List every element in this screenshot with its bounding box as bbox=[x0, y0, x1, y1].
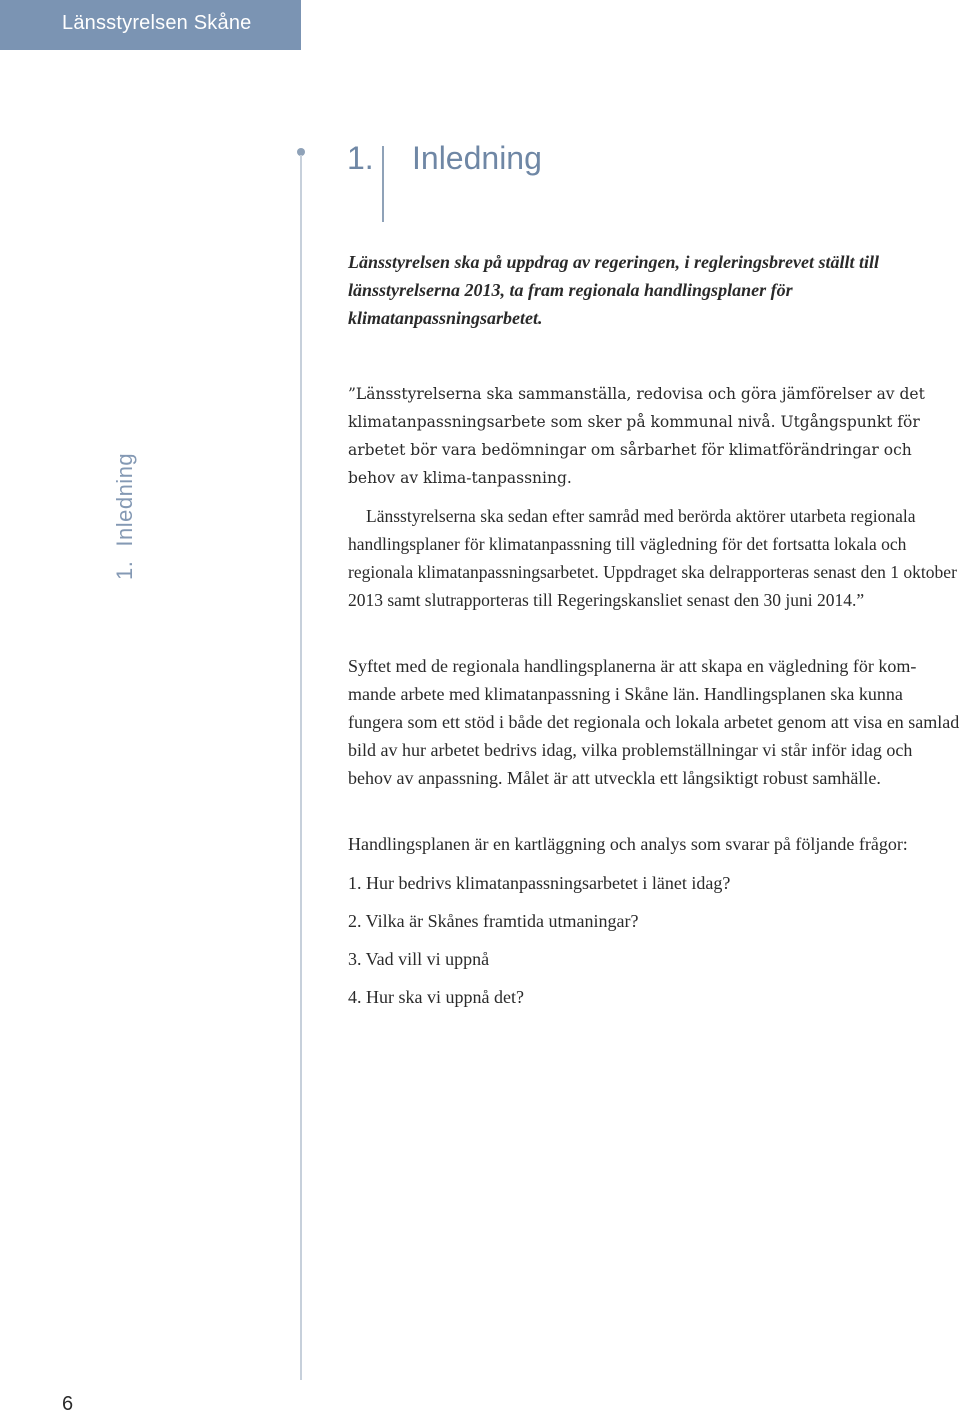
questions-intro: Handlingsplanen är en kartläggning och analys som svarar på följande frågor: bbox=[348, 834, 908, 854]
side-chapter-label bbox=[112, 453, 138, 580]
purpose-paragraph: Syftet med de regionala handlingsplanerna är att skapa en vägledning för kom-mande arbete med klimatanpassning i Skåne län. Handlingsplanen ska kunna fungera som ett stöd i både det regionala och lokala arbetet genom att visa en samlad bild av hur arbetet bedrivs idag, vilka problemställningar vi står inför idag och behov av anpassning. Målet är att utveckla ett långsiktigt robust samhälle. bbox=[348, 656, 960, 788]
chapter-number: 1. bbox=[347, 140, 374, 176]
timeline-line bbox=[300, 155, 302, 1380]
chapter-title: Inledning bbox=[412, 140, 542, 176]
page-number: 6 bbox=[62, 1393, 74, 1415]
list-item: 1. Hur bedrivs klimatanpassningsarbetet i länet idag? bbox=[348, 873, 731, 893]
list-item: 3. Vad vill vi uppnå bbox=[348, 949, 490, 969]
chapter-divider bbox=[382, 146, 384, 222]
header-tab bbox=[0, 0, 301, 50]
organization-name: Länsstyrelsen Skåne bbox=[62, 12, 252, 34]
list-item: 4. Hur ska vi uppnå det? bbox=[348, 987, 524, 1007]
quote-paragraph-2: Länsstyrelserna ska sedan efter samråd med berörda aktörer utarbeta regionala handlingsplaner för klimatanpassning till vägledning för det fortsatta lokala och regionala klimatanpassningsarbetet. Uppdraget ska delrapporteras senast den 1 oktober 2013 samt slutrapporteras till Regeringskansliet senast den 30 juni 2014.” bbox=[348, 506, 957, 610]
side-chapter-title: Inledning bbox=[112, 452, 137, 547]
questions-list bbox=[348, 869, 730, 1021]
quote-paragraph-1: ”Länsstyrelserna ska sammanställa, redovisa och göra jämförelser av det klimatanpassningsarbete som sker på kommunal nivå. Utgångspunkt för arbetet bör vara bedömningar om sårbarhet för klimatförändringar och behov av klima-tanpassning. bbox=[348, 385, 925, 487]
side-chapter-number: 1. bbox=[112, 560, 137, 580]
intro-paragraph: Länsstyrelsen ska på uppdrag av regeringen, i regleringsbrevet ställt till länsstyrelserna 2013, ta fram regionala handlingsplaner för klimatanpassningsarbetet. bbox=[348, 252, 880, 328]
list-item: 2. Vilka är Skånes framtida utmaningar? bbox=[348, 911, 639, 931]
